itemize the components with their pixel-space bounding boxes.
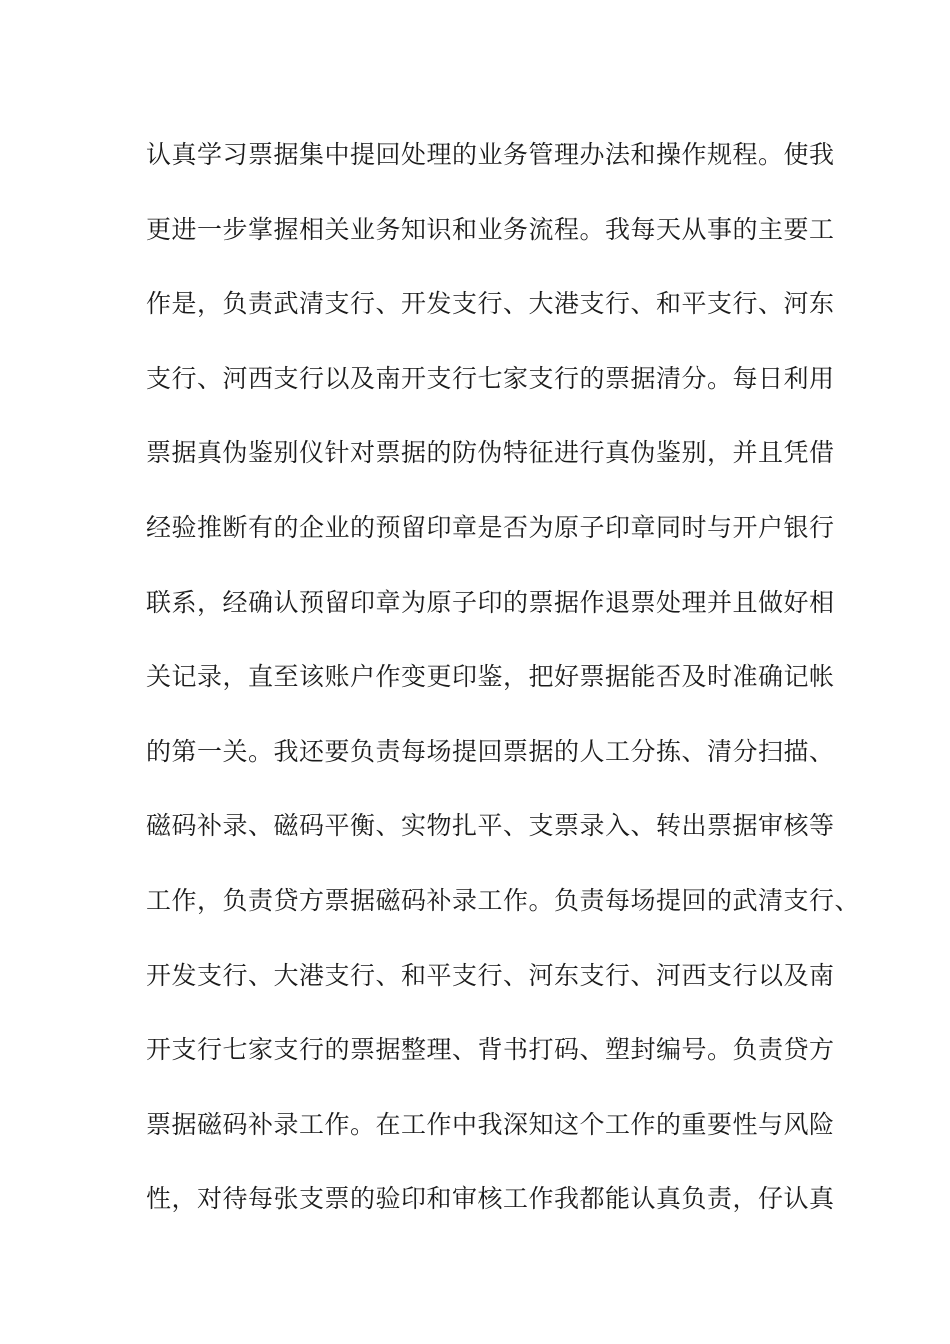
text-line: 联系，经确认预留印章为原子印的票据作退票处理并且做好相 (146, 587, 835, 617)
text-line: 更进一步掌握相关业务知识和业务流程。我每天从事的主要工 (146, 214, 835, 244)
text-line: 工作，负责贷方票据磁码补录工作。负责每场提回的武清支行、 (146, 885, 861, 915)
body-text (146, 135, 861, 1254)
text-line: 经验推断有的企业的预留印章是否为原子印章同时与开户银行 (146, 512, 835, 542)
text-line: 支行、河西支行以及南开支行七家支行的票据清分。每日利用 (146, 363, 835, 393)
text-line: 票据真伪鉴别仪针对票据的防伪特征进行真伪鉴别，并且凭借 (146, 438, 835, 468)
text-line: 关记录，直至该账户作变更印鉴，把好票据能否及时准确记帐 (146, 662, 835, 692)
text-line: 开发支行、大港支行、和平支行、河东支行、河西支行以及南 (146, 960, 835, 990)
text-line: 的第一关。我还要负责每场提回票据的人工分拣、清分扫描、 (146, 736, 835, 766)
text-line: 作是，负责武清支行、开发支行、大港支行、和平支行、河东 (146, 289, 835, 319)
text-line: 票据磁码补录工作。在工作中我深知这个工作的重要性与风险 (146, 1109, 835, 1139)
text-line: 开支行七家支行的票据整理、背书打码、塑封编号。负责贷方 (146, 1035, 835, 1065)
text-line: 性，对待每张支票的验印和审核工作我都能认真负责，仔认真 (146, 1184, 835, 1214)
text-line: 磁码补录、磁码平衡、实物扎平、支票录入、转出票据审核等 (146, 811, 835, 841)
text-line: 认真学习票据集中提回处理的业务管理办法和操作规程。使我 (146, 140, 835, 169)
